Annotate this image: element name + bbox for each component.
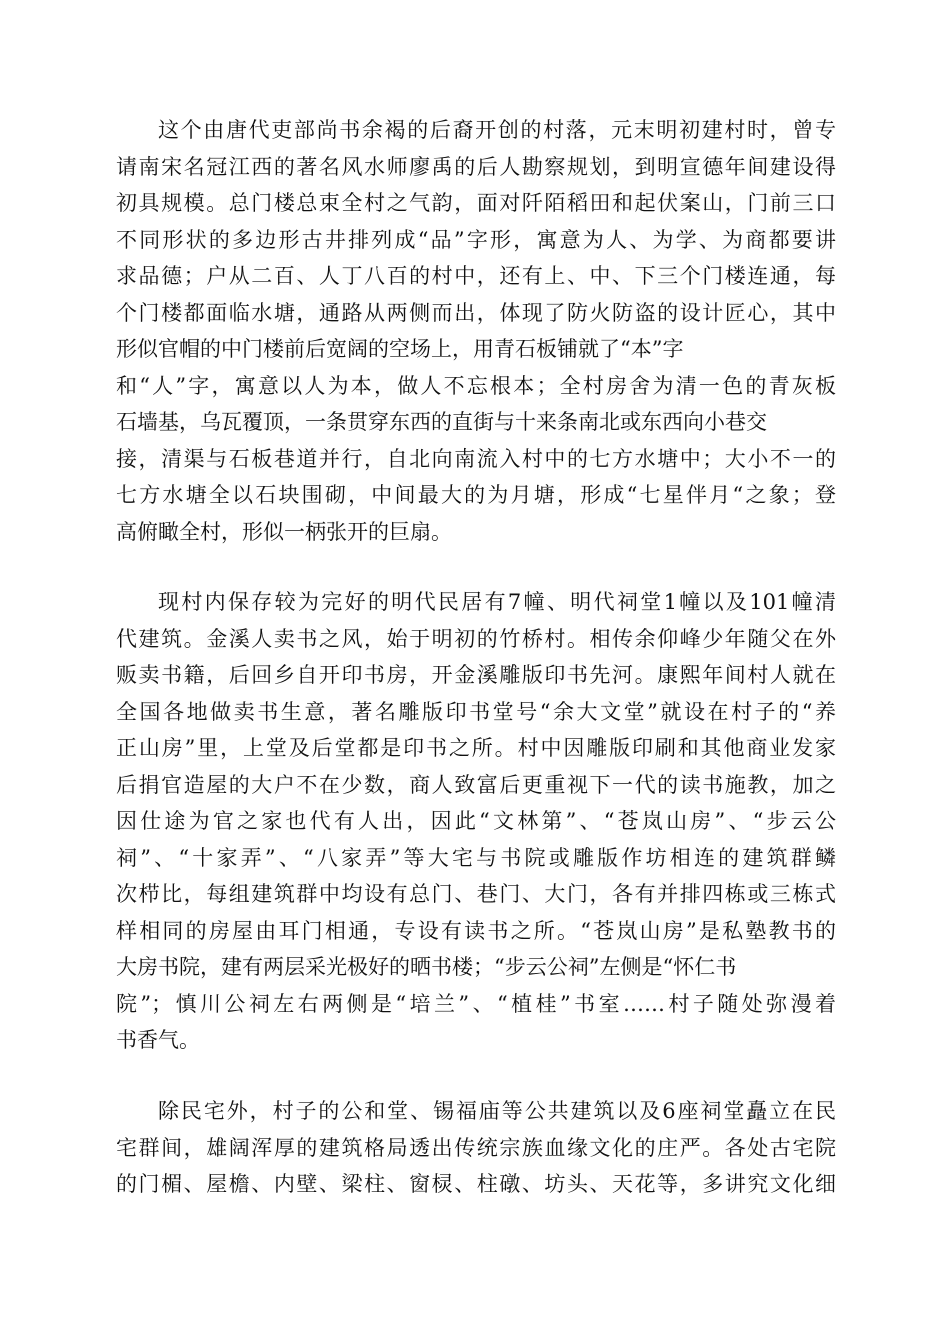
text-line: 请南宋名冠江西的著名风水师廖禹的后人勘察规划，到明宣德年间建设得 [116, 154, 836, 179]
text-line: 和“人”字，寓意以人为本，做人不忘根本；全村房舍为清一色的青灰板 [116, 373, 836, 398]
text-line: 这个由唐代吏部尚书余褐的后裔开创的村落，元末明初建村时，曾专 [158, 118, 836, 142]
text-line: 不同形状的多边形古井排列成“品”字形，寓意为人、为学、为商都要讲 [116, 227, 836, 252]
text-line: 形似官帽的中门楼前后宽阔的空场上，用青石板铺就了“本”字 [116, 337, 684, 361]
text-line: 宅群间，雄阔浑厚的建筑格局透出传统宗族血缘文化的庄严。各处古宅院 [116, 1135, 836, 1160]
text-line: 院”；慎川公祠左右两侧是“培兰”、“植桂”书室……村子随处弥漫着 [116, 991, 836, 1016]
text-line: 书香气。 [116, 1028, 200, 1052]
text-line: 次栉比，每组建筑群中均设有总门、巷门、大门，各有并排四栋或三栋式 [116, 882, 836, 906]
text-line: 个门楼都面临水塘，通路从两侧而出，体现了防火防盗的设计匠心，其中 [116, 300, 836, 325]
paragraph-1 [116, 112, 836, 550]
text-line: 七方水塘全以石块围砌，中间最大的为月塘，形成“七星伴月“之象；登 [116, 483, 836, 507]
text-line: 现村内保存较为完好的明代民居有7幢、明代祠堂1幢以及101幢清 [158, 590, 836, 614]
text-line: 除民宅外，村子的公和堂、锡福庙等公共建筑以及6座祠堂矗立在民 [158, 1099, 836, 1123]
text-line: 接，清渠与石板巷道并行，自北向南流入村中的七方水塘中；大小不一的 [116, 446, 836, 471]
text-line: 样相同的房屋由耳门相通，专设有读书之所。“苍岚山房”是私塾教书的 [116, 918, 836, 943]
text-line: 正山房”里，上堂及后堂都是印书之所。村中因雕版印刷和其他商业发家 [116, 736, 836, 760]
text-line: 大房书院，建有两层采光极好的晒书楼；“步云公祠”左侧是“怀仁书 [116, 955, 737, 979]
text-line: 贩卖书籍，后回乡自开印书房，开金溪雕版印书先河。康熙年间村人就在 [116, 663, 836, 687]
text-line: 代建筑。金溪人卖书之风，始于明初的竹桥村。相传余仰峰少年随父在外 [116, 626, 836, 651]
text-line: 祠”、“十家弄”、“八家弄”等大宅与书院或雕版作坊相连的建筑群鳞 [116, 845, 836, 870]
text-line: 初具规模。总门楼总束全村之气韵，面对阡陌稻田和起伏案山，门前三口 [116, 191, 836, 215]
text-line: 因仕途为官之家也代有人出，因此“文林第”、“苍岚山房”、“步云公 [116, 809, 836, 833]
text-line: 求品德；户从二百、人丁八百的村中，还有上、中、下三个门楼连通，每 [116, 264, 836, 288]
paragraph-3 [116, 1093, 836, 1203]
text-line: 石墙基，乌瓦覆顶，一条贯穿东西的直街与十来条南北或东西向小巷交 [116, 410, 767, 434]
text-line: 后捐官造屋的大户不在少数，商人致富后更重视下一代的读书施教，加之 [116, 772, 836, 797]
text-line: 高俯瞰全村，形似一柄张开的巨扇。 [116, 519, 452, 544]
paragraph-2 [116, 584, 836, 1059]
text-line: 全国各地做卖书生意，著名雕版印书堂号“余大文堂”就设在村子的“养 [116, 699, 836, 724]
text-line: 的门楣、屋檐、内壁、梁柱、窗棂、柱礅、坊头、天花等，多讲究文化细 [116, 1172, 836, 1196]
